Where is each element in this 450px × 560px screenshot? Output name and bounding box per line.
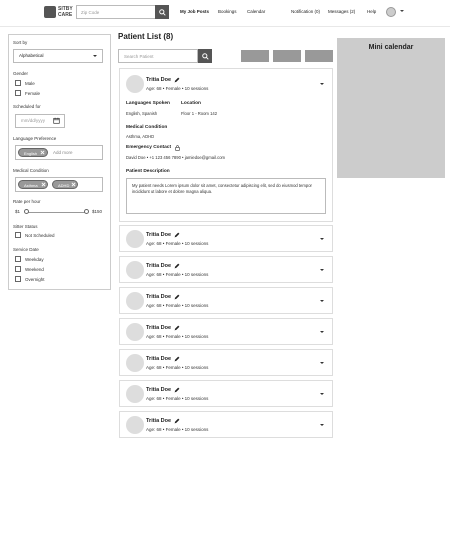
chevron-down-icon[interactable] [320,300,324,302]
close-icon[interactable] [40,150,45,155]
patient-name: Tritia Doe [146,263,172,269]
weekday-label: Weekday [25,257,44,262]
patient-search-button[interactable] [198,49,212,63]
location-value: Floor 1 - Room 142 [181,111,218,116]
patient-name: Tritia Doe [146,387,172,393]
location-heading: Location [181,101,201,106]
edit-icon[interactable] [174,77,180,83]
service-date-label: Service Date [13,247,39,252]
patient-card[interactable] [119,411,333,438]
rate-min: $1 [15,209,21,214]
patient-card-expanded[interactable] [119,68,333,222]
weekend-checkbox[interactable] [15,266,21,272]
rate-max: $150 [92,209,103,214]
patient-search-input[interactable]: Search Patient [118,49,198,63]
search-button[interactable] [155,5,169,19]
weekday-checkbox[interactable] [15,256,21,262]
edit-icon[interactable] [174,387,180,393]
patient-name: Tritia Doe [146,356,172,362]
avatar [126,230,144,248]
chevron-down-icon[interactable] [320,83,324,85]
patient-card[interactable] [119,349,333,376]
emergency-value: David Doe • +1 123 456 7890 • jamiedoe@gmail.com [126,155,226,160]
page-title: Patient List (8) [118,32,174,41]
languages-value: English, Spanish [126,111,158,116]
patient-meta: Age: 68 • Female • 10 sessions [146,86,209,91]
edit-icon[interactable] [174,263,180,269]
nav-bookings[interactable]: Bookings [218,9,237,14]
scheduled-label: Scheduled for [13,104,41,109]
chevron-down-icon [93,55,97,57]
nav-my-job-posts[interactable]: My Job Posts [180,9,210,14]
rate-slider-min-handle[interactable] [24,209,29,214]
mini-calendar-title: Mini calendar [368,44,414,51]
overnight-label: Overnight [25,277,45,282]
search-icon [202,53,209,60]
sort-select[interactable] [13,49,103,63]
overnight-checkbox[interactable] [15,276,21,282]
chevron-down-icon[interactable] [320,424,324,426]
medical-heading: Medical Condition [126,125,168,130]
edit-icon[interactable] [174,232,180,238]
search-icon [159,9,166,16]
mini-calendar[interactable] [337,38,445,178]
action-button-1[interactable] [241,50,269,62]
language-label: Language Preference [13,136,57,141]
close-icon[interactable] [41,182,46,187]
avatar [126,323,144,341]
medical-label: Medical Condition [13,168,49,173]
patient-name: Tritia Doe [146,232,172,238]
patient-meta: Age: 68 • Female • 10 sessions [146,396,209,401]
sort-value: Alphabetical [19,53,44,58]
avatar [126,416,144,434]
rate-slider-max-handle[interactable] [84,209,89,214]
sitter-status-label: Sitter Status [13,224,38,229]
logo-icon [44,6,56,18]
patient-meta: Age: 68 • Female • 10 sessions [146,303,209,308]
logo [58,6,73,18]
sort-label: Sort by [13,40,28,45]
avatar [126,75,144,93]
action-button-3[interactable] [305,50,333,62]
weekend-label: Weekend [25,267,44,272]
chevron-down-icon[interactable] [400,10,404,12]
chip-english-label: English [24,151,38,156]
date-placeholder: mm/dd/yyyy [21,118,46,123]
chip-adhd-label: ADHD [58,183,70,188]
patient-meta: Age: 68 • Female • 10 sessions [146,241,209,246]
patient-card[interactable] [119,256,333,283]
chevron-down-icon[interactable] [320,238,324,240]
gender-male-checkbox[interactable] [15,80,21,86]
gender-label: Gender [13,71,29,76]
patient-name: Tritia Doe [146,77,172,83]
emergency-heading: Emergency Contact [126,145,172,150]
user-avatar[interactable] [386,7,396,17]
chevron-down-icon[interactable] [320,362,324,364]
patient-card[interactable] [119,287,333,314]
edit-icon[interactable] [174,418,180,424]
avatar [126,292,144,310]
edit-icon[interactable] [174,325,180,331]
patient-card[interactable] [119,225,333,252]
patient-name: Tritia Doe [146,418,172,424]
patient-meta: Age: 68 • Female • 10 sessions [146,334,209,339]
nav-help[interactable]: Help [367,9,377,14]
avatar [126,385,144,403]
gender-male-label: Male [25,81,35,86]
chip-asthma-label: Asthma [24,183,38,188]
languages-heading: Languages Spoken [126,101,170,106]
not-scheduled-checkbox[interactable] [15,232,21,238]
patient-card[interactable] [119,380,333,407]
action-button-2[interactable] [273,50,301,62]
medical-value: Asthma, ADHD [126,134,155,139]
chevron-down-icon[interactable] [320,393,324,395]
language-add-more[interactable]: Add more [53,150,73,155]
edit-icon[interactable] [174,294,180,300]
patient-name: Tritia Doe [146,294,172,300]
header-divider [0,26,450,27]
patient-meta: Age: 68 • Female • 10 sessions [146,365,209,370]
chevron-down-icon[interactable] [320,331,324,333]
rate-label: Rate per hour [13,199,41,204]
edit-icon[interactable] [174,356,180,362]
calendar-icon[interactable] [53,117,60,124]
close-icon[interactable] [71,182,76,187]
not-scheduled-label: Not Scheduled [25,233,55,238]
avatar [126,354,144,372]
nav-notification[interactable]: Notification (0) [291,9,321,14]
patient-meta: Age: 68 • Female • 10 sessions [146,272,209,277]
zip-code-input[interactable]: Zip Code [76,5,156,19]
patient-meta: Age: 68 • Female • 10 sessions [146,427,209,432]
logo-line1: SITBY [58,6,73,12]
patient-name: Tritia Doe [146,325,172,331]
patient-card[interactable] [119,318,333,345]
logo-line2: CARE [58,12,73,18]
nav-calendar[interactable]: Calendar [247,9,266,14]
rate-slider-track[interactable] [26,212,86,213]
gender-female-checkbox[interactable] [15,90,21,96]
description-textarea[interactable]: My patient needs Lorem ipsum dolor sit amet, consectetur adipiscing elit, sed do eiusmod tempor incididunt ut labore et dolore magna aliqua. [126,178,326,214]
lock-icon [175,145,180,151]
description-heading: Patient Description [126,169,170,174]
chevron-down-icon[interactable] [320,269,324,271]
gender-female-label: Female [25,91,41,96]
avatar [126,261,144,279]
nav-messages[interactable]: Messages (2) [328,9,356,14]
